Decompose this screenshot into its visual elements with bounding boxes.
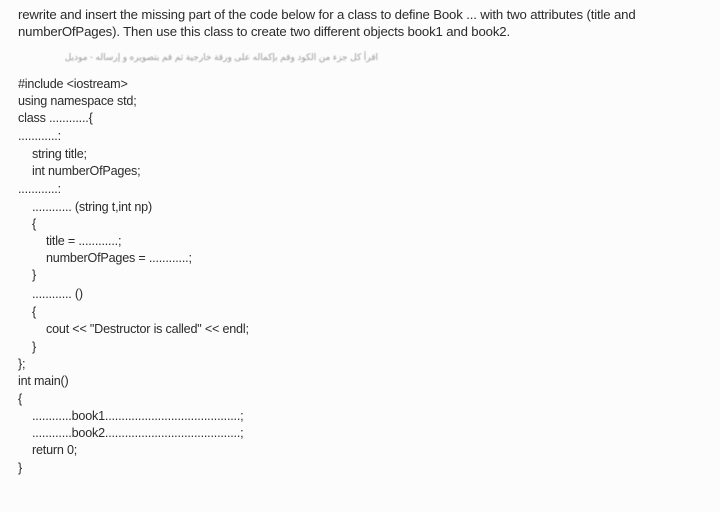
code-line-constructor: ............ (string t,int np) bbox=[32, 200, 152, 214]
code-line-main-open: { bbox=[18, 392, 23, 406]
code-line-brace-close-2: } bbox=[32, 340, 37, 354]
code-line-access-2: ............: bbox=[18, 182, 61, 196]
code-line-class: class ............{ bbox=[18, 111, 93, 125]
code-line-main: int main() bbox=[18, 374, 69, 388]
code-line-destructor: ............ () bbox=[32, 287, 83, 301]
code-line-title-assign: title = ............; bbox=[46, 234, 122, 248]
code-line-book1: ............book1.........................................; bbox=[32, 409, 244, 423]
code-line-pages-attr: int numberOfPages; bbox=[32, 164, 141, 178]
code-line-class-end: }; bbox=[18, 357, 26, 371]
code-line-book2: ............book2.........................................; bbox=[32, 426, 244, 440]
code-line-include: #include <iostream> bbox=[18, 77, 128, 91]
code-line-brace-close-1: } bbox=[32, 268, 37, 282]
question-text: rewrite and insert the missing part of the code below for a class to define Book ... with two attributes (title and numberOfPages). Then use this class to create two different objects book1 and book2. bbox=[18, 7, 636, 39]
code-line-cout: cout << "Destructor is called" << endl; bbox=[46, 322, 249, 336]
code-line-namespace: using namespace std; bbox=[18, 94, 137, 108]
code-line-brace-open-2: { bbox=[32, 305, 37, 319]
blurred-arabic-note: اقرأ كل جزء من الكود وقم بإكماله على ورقة خارجية ثم قم بتصويره و إرساله - موديل bbox=[64, 52, 378, 62]
code-line-return: return 0; bbox=[32, 443, 78, 457]
code-line-pages-assign: numberOfPages = ............; bbox=[46, 251, 192, 265]
code-line-access-1: ............: bbox=[18, 129, 61, 143]
code-line-title-attr: string title; bbox=[32, 147, 87, 161]
code-line-main-close: } bbox=[18, 461, 23, 475]
code-line-brace-open-1: { bbox=[32, 217, 37, 231]
